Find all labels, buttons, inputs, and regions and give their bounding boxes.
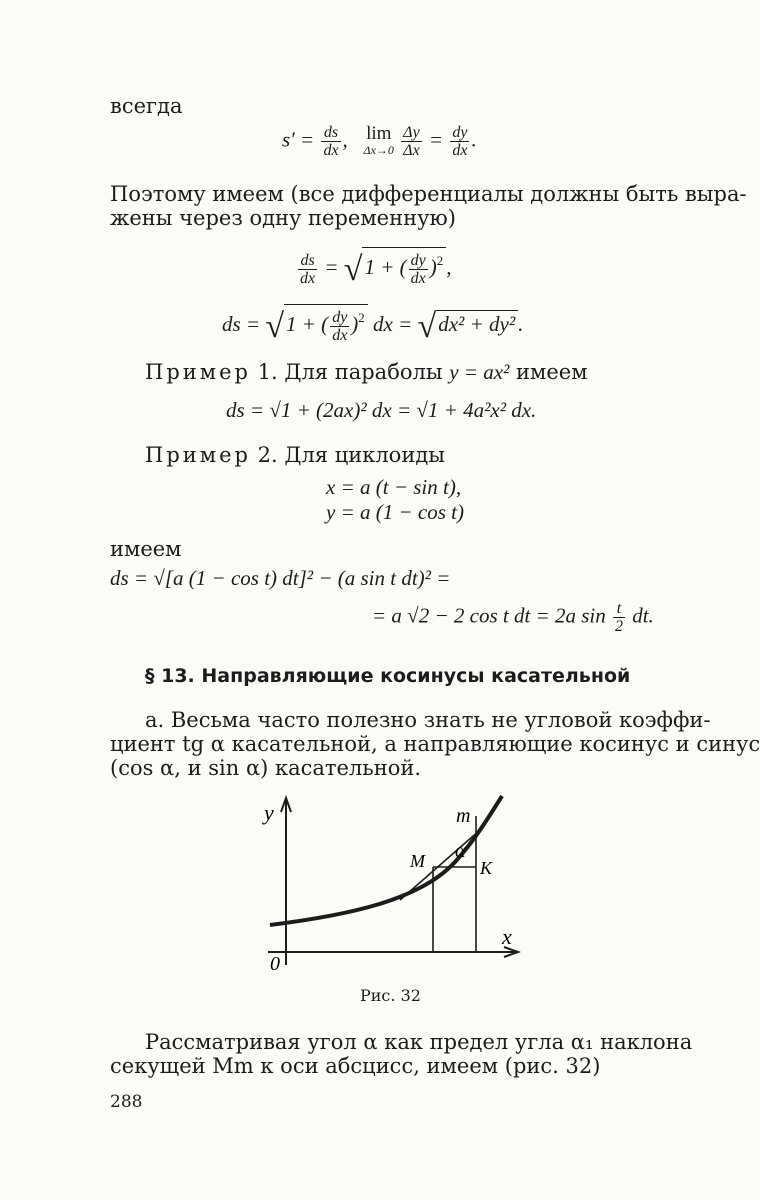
paragraph-line: жены через одну переменную) (110, 206, 456, 230)
paragraph-therefore (110, 182, 747, 230)
label-alpha: α (455, 840, 466, 862)
label-origin: 0 (270, 953, 280, 975)
label-K: K (480, 858, 493, 878)
example-1: Пример 1. Для параболы y = ax² имеем (145, 360, 588, 384)
formula-example-2-line2: = a √2 − 2 cos t dt = 2a sin $\frac{t}{2}$ dt. (372, 600, 654, 635)
label-y: y (264, 800, 274, 825)
formula-limit: s′ = $\frac{ds}{dx}$ , lim Δx→0 $\frac{\Delta y}{\Delta x}$ = $\frac{dy}{dx}$ . (282, 122, 477, 159)
formula-ds: ds = √1 + ( $\frac{dy}{dx}$ )$^2$ dx = √dx² + dy² . (222, 304, 523, 344)
radicand: 1 + ( $\frac{dy}{dx}$ )$^2$ (362, 247, 446, 287)
paragraph-a (110, 708, 760, 780)
label-M: M (410, 851, 425, 871)
page-number: 288 (110, 1092, 143, 1112)
formula-example-2-line1: ds = √[a (1 − cos t) dt]² − (a sin t dt)² = (110, 566, 451, 590)
label-x: x (502, 924, 512, 949)
figure-32 (250, 790, 540, 990)
radicand: dx² + dy² (436, 310, 518, 336)
formula-example-1: ds = √1 + (2ax)² dx = √1 + 4a²x² dx. (226, 398, 537, 422)
paragraph-line: Поэтому имеем (все дифференциалы должны быть выра- (110, 182, 747, 206)
example-2: Пример 2. Для циклоиды (145, 443, 445, 467)
formula-cycloid-y: y = a (1 − cos t) (326, 500, 464, 524)
paragraph-line: секущей Mm к оси абсцисс, имеем (рис. 32) (110, 1054, 601, 1078)
fraction-dy-dx: $\frac{dy}{dx}$ (452, 124, 468, 159)
figure-caption: Рис. 32 (360, 986, 421, 1005)
paragraph-line: а. Весьма часто полезно знать не угловой коэффи- (145, 708, 711, 732)
formula-ds-dx: $\frac{ds}{dx}$ = √1 + ( $\frac{dy}{dx}$ )$^2$ , (296, 247, 451, 287)
formula-limit-lhs: s′ = (282, 127, 315, 152)
label-m: m (456, 805, 471, 827)
section-heading: § 13. Направляющие косинусы касательной (145, 665, 631, 687)
fraction-ds-dx: $\frac{ds}{dx}$ (323, 124, 339, 159)
fraction-t-2: $\frac{t}{2}$ (614, 600, 623, 635)
paragraph-final (110, 1030, 693, 1078)
intro-word: всегда (110, 94, 183, 118)
fraction-delta: $\frac{\Delta y}{\Delta x}$ (403, 124, 420, 159)
limit-operator: lim Δx→0 (363, 122, 394, 157)
paragraph-line: Рассматривая угол α как предел угла α₁ наклона (145, 1030, 693, 1054)
paragraph-line: циент tg α касательной, а направляющие косинус и синус (110, 732, 760, 756)
paragraph-line: (cos α, и sin α) касательной. (110, 756, 422, 780)
formula-cycloid-x: x = a (t − sin t), (326, 475, 462, 499)
radicand: 1 + ( $\frac{dy}{dx}$ )$^2$ (284, 304, 368, 344)
fraction-ds-dx: $\frac{ds}{dx}$ (300, 251, 316, 287)
have-word: имеем (110, 537, 182, 561)
